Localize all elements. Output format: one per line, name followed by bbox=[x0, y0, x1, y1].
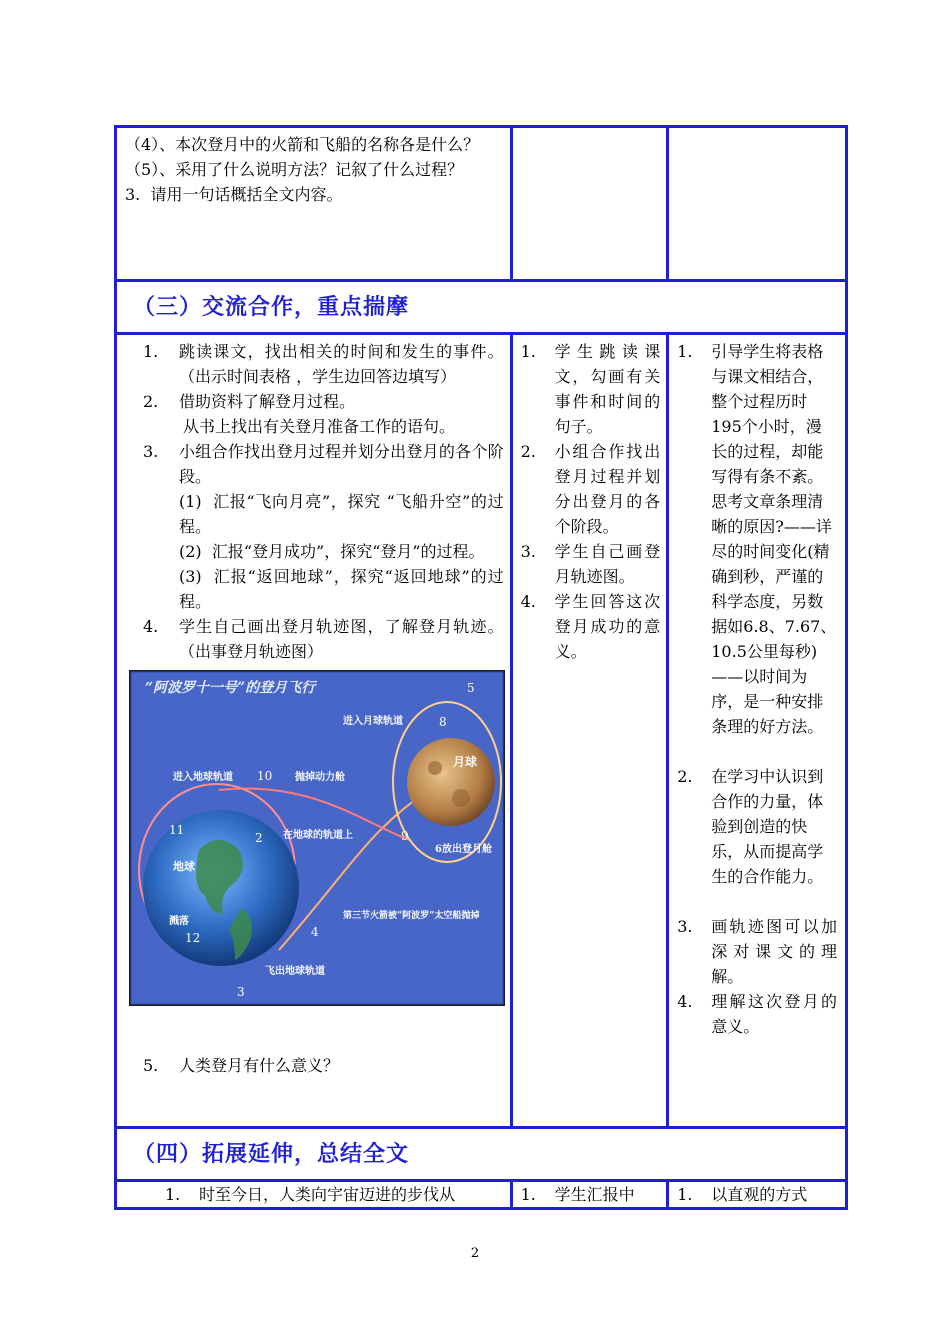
list-item: 1. 学生跳读课文，勾画有关事件和时间的句子。 bbox=[520, 342, 661, 436]
section-header-row bbox=[116, 1128, 847, 1181]
list-item: 3. 学生自己画登月轨迹图。 bbox=[520, 542, 661, 586]
crater-shape bbox=[428, 761, 442, 775]
sub-item: (3) 汇报“返回地球”，探究“返回地球”的过程。 bbox=[179, 567, 504, 611]
step-number: 11 bbox=[169, 823, 185, 837]
label-jettison: 抛掉动力舱 bbox=[295, 772, 345, 783]
sub-item: (1) 汇报“飞向月亮”，探究 “飞船升空”的过程。 bbox=[179, 492, 504, 536]
section-header-row bbox=[116, 281, 847, 334]
design-intent-cell bbox=[668, 1181, 847, 1209]
lesson-plan-table bbox=[114, 125, 848, 1210]
page-number: 2 bbox=[470, 1246, 480, 1261]
student-activity-cell bbox=[511, 127, 668, 281]
process-cell bbox=[116, 1181, 512, 1209]
step-number: 8 bbox=[439, 715, 447, 729]
label-moon: 月球 bbox=[453, 755, 478, 769]
list-item: 1. 引导学生将表格与课文相结合，整个过程历时195个小时，漫长的过程，却能写得有条不紊。思考文章条理清晰的原因?——详尽的时间变化(精确到秒，严谨的科学态度，另数据如6.8、7.67、10.5公里每秒)——以时间为序，是一种安排条理的好方法。 bbox=[677, 342, 837, 736]
table-row bbox=[116, 1181, 847, 1209]
list-item: 3. 小组合作找出登月过程并划分出登月的各个阶段。 bbox=[143, 442, 504, 486]
step-number: 12 bbox=[185, 931, 201, 945]
list-item: 1. 跳读课文，找出相关的时间和发生的事件。（出示时间表格 ，学生边回答边填写） bbox=[143, 342, 504, 386]
step-number: 5 bbox=[467, 681, 475, 695]
section-3-title: （三）交流合作，重点揣摩 bbox=[133, 294, 410, 320]
label-splashdown: 溅落 bbox=[169, 916, 189, 927]
label-enter-earth-orbit: 进入地球轨道 bbox=[173, 772, 233, 783]
section-3-header bbox=[116, 281, 847, 334]
section-4-title: （四）拓展延伸，总结全文 bbox=[133, 1141, 410, 1167]
design-intent-cell bbox=[668, 334, 847, 1128]
list-item: 5. 人类登月有什么意义？ bbox=[143, 1056, 340, 1075]
sub-item: (2) 汇报“登月成功”，探究“登月”的过程。 bbox=[179, 542, 485, 561]
apollo-11-flight-diagram bbox=[129, 670, 505, 1006]
crater-shape bbox=[452, 789, 470, 807]
list-item: 3. 画轨迹图可以加深对课文的理解。 bbox=[677, 917, 837, 986]
process-cell bbox=[116, 334, 512, 1128]
student-activity-cell bbox=[511, 1181, 668, 1209]
label-third-stage: 第三节火箭被“阿波罗”太空船抛掉 bbox=[343, 911, 480, 921]
label-release-lander: 6放出登月舱 bbox=[435, 844, 492, 855]
task-3: 3. 请用一句话概括全文内容。 bbox=[125, 185, 343, 204]
process-cell bbox=[116, 127, 512, 281]
list-item: 1. 以直观的方式 bbox=[677, 1185, 808, 1204]
question-5: （5）、采用了什么说明方法？记叙了什么过程？ bbox=[125, 160, 464, 179]
table-row bbox=[116, 127, 847, 281]
sub-list bbox=[143, 489, 504, 614]
table-row bbox=[116, 334, 847, 1128]
list-item: 2. 小组合作找出登月过程并划分出登月的各个阶段。 bbox=[520, 442, 661, 536]
diagram-title: “阿波罗十一号”的登月飞行 bbox=[145, 680, 316, 696]
step-number: 3 bbox=[237, 985, 245, 999]
moon-sphere bbox=[407, 738, 495, 826]
list-item: 2. 借助资料了解登月过程。 bbox=[143, 392, 356, 411]
list-item: 1. 时至今日，人类向宇宙迈进的步伐从 bbox=[165, 1185, 456, 1204]
label-enter-moon-orbit: 进入月球轨道 bbox=[343, 716, 403, 727]
list-item: 4. 理解这次登月的意义。 bbox=[677, 992, 837, 1036]
student-activity-cell bbox=[511, 334, 668, 1128]
list-item: 从书上找出有关登月准备工作的语句。 bbox=[183, 417, 456, 436]
step-number: 2 bbox=[255, 831, 263, 845]
step-number: 9 bbox=[401, 829, 409, 843]
list-item: 4. 学生回答这次登月成功的意义。 bbox=[520, 592, 661, 661]
list-item: 2. 在学习中认识到合作的力量，体验到创造的快乐，从而提高学生的合作能力。 bbox=[677, 767, 824, 886]
design-intent-cell bbox=[668, 127, 847, 281]
list-item: 1. 学生汇报中 bbox=[520, 1185, 635, 1204]
label-leave-earth-orbit: 飞出地球轨道 bbox=[265, 966, 325, 977]
question-4: （4）、本次登月中的火箭和飞船的名称各是什么？ bbox=[125, 135, 480, 154]
step-number: 4 bbox=[311, 925, 319, 939]
label-earth: 地球 bbox=[173, 860, 195, 873]
step-number: 10 bbox=[257, 769, 273, 783]
section-4-header bbox=[116, 1128, 847, 1181]
list-item: 4. 学生自己画出登月轨迹图，了解登月轨迹。（出事登月轨迹图） bbox=[143, 617, 504, 661]
label-earth-orbit: 在地球的轨道上 bbox=[283, 830, 353, 841]
